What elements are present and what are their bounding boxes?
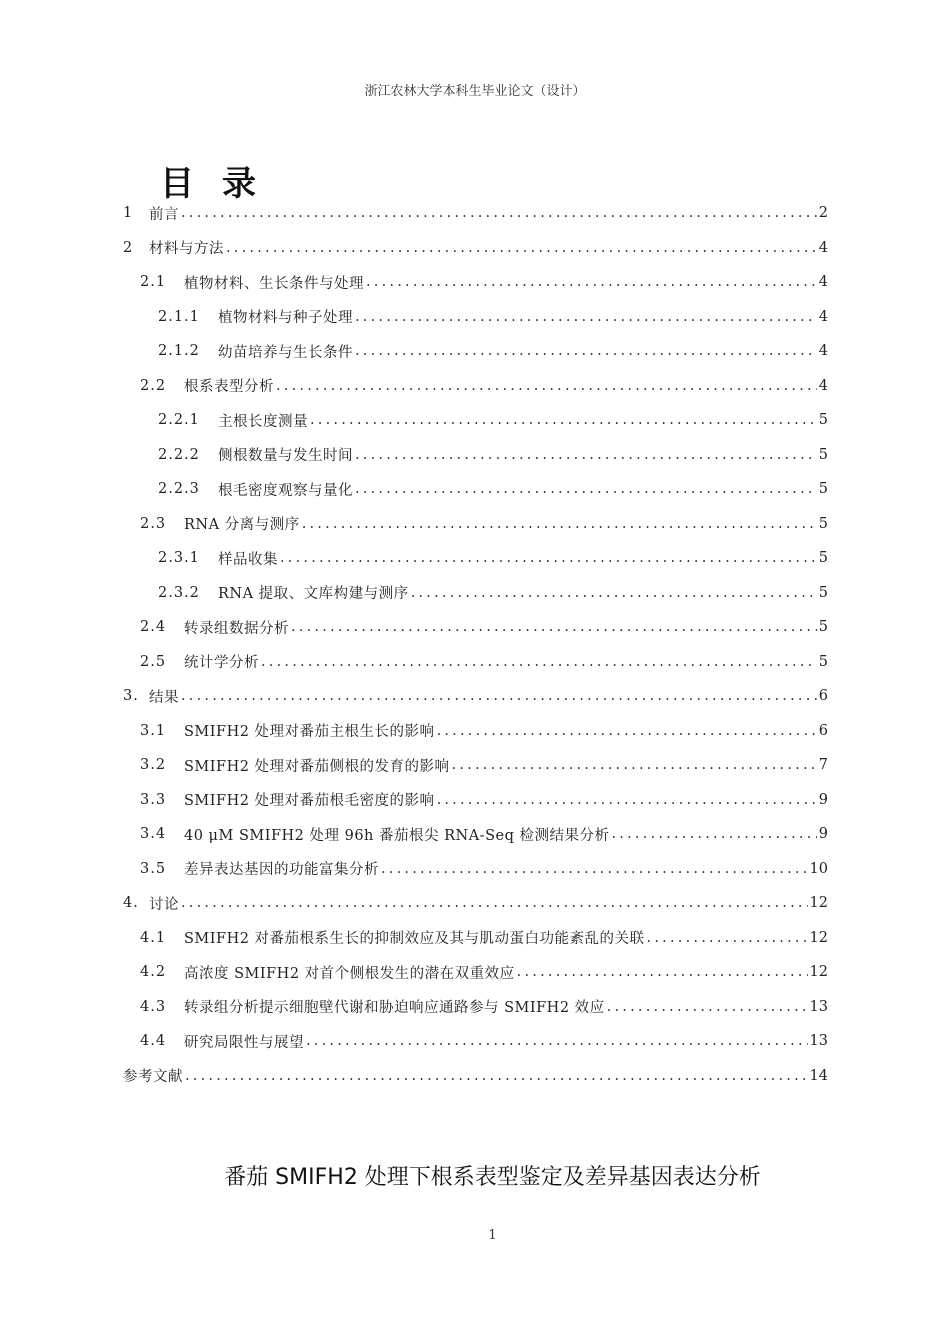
- toc-entry[interactable]: [123, 1024, 828, 1059]
- toc-entry-number: 2.2.3: [158, 481, 200, 498]
- toc-entry-page: 13: [809, 1033, 828, 1050]
- toc-entry[interactable]: [123, 472, 828, 507]
- toc-entry-label: 高浓度 SMIFH2 对首个侧根发生的潜在双重效应: [184, 965, 515, 982]
- table-of-contents: [123, 196, 828, 1093]
- toc-entry-number: 4.4: [140, 1033, 167, 1050]
- toc-entry[interactable]: [123, 955, 828, 990]
- toc-entry[interactable]: [123, 334, 828, 369]
- toc-leader-dots: [226, 240, 817, 256]
- toc-entry-label: 植物材料、生长条件与处理: [184, 275, 364, 292]
- toc-entry-label: SMIFH2 处理对番茄主根生长的影响: [184, 724, 435, 741]
- toc-entry-number: 4.2: [140, 964, 167, 981]
- toc-entry-label: 讨论: [149, 896, 179, 913]
- toc-entry[interactable]: [123, 438, 828, 473]
- toc-entry-label: 材料与方法: [149, 241, 224, 258]
- toc-leader-dots: [452, 757, 817, 773]
- paper-title: 番茄 SMIFH2 处理下根系表型鉴定及差异基因表达分析: [224, 1165, 761, 1190]
- toc-entry-label: 研究局限性与展望: [184, 1034, 304, 1051]
- toc-entry[interactable]: [123, 541, 828, 576]
- toc-entry[interactable]: [123, 679, 828, 714]
- toc-entry-page: 9: [818, 826, 828, 843]
- toc-entry[interactable]: [123, 990, 828, 1025]
- toc-entry-page: 12: [809, 929, 828, 946]
- toc-entry-page: 5: [818, 584, 828, 601]
- toc-entry[interactable]: [123, 748, 828, 783]
- toc-entry-page: 14: [809, 1067, 828, 1084]
- toc-entry[interactable]: [123, 886, 828, 921]
- toc-entry-page: 5: [818, 653, 828, 670]
- toc-leader-dots: [181, 205, 817, 221]
- toc-entry-label: SMIFH2 对番茄根系生长的抑制效应及其与肌动蛋白功能紊乱的关联: [184, 931, 645, 948]
- toc-entry-number: 4.3: [140, 998, 167, 1015]
- toc-entry-page: 5: [818, 412, 828, 429]
- toc-entry-page: 12: [809, 964, 828, 981]
- toc-entry-label: 统计学分析: [184, 655, 259, 672]
- toc-leader-dots: [355, 343, 817, 359]
- toc-entry-page: 12: [809, 895, 828, 912]
- toc-entry-number: 2.2.1: [158, 412, 200, 429]
- toc-entry-number: 4.1: [140, 929, 167, 946]
- toc-entry-number: 2.2: [140, 377, 167, 394]
- toc-entry-label: 侧根数量与发生时间: [218, 448, 353, 465]
- toc-entry[interactable]: [123, 817, 828, 852]
- toc-leader-dots: [306, 1033, 808, 1049]
- toc-entry-number: 2.2.2: [158, 446, 200, 463]
- toc-leader-dots: [437, 723, 817, 739]
- toc-entry-page: 4: [818, 239, 828, 256]
- toc-entry[interactable]: [123, 265, 828, 300]
- toc-entry-page: 4: [818, 377, 828, 394]
- toc-entry[interactable]: [123, 714, 828, 749]
- toc-title: 目录: [160, 164, 284, 204]
- toc-leader-dots: [276, 378, 817, 394]
- toc-entry-number: 2.1.2: [158, 343, 200, 360]
- toc-leader-dots: [411, 585, 817, 601]
- toc-entry-number: 3.3: [140, 791, 167, 808]
- toc-entry[interactable]: [123, 507, 828, 542]
- toc-entry-number: 3.4: [140, 826, 167, 843]
- toc-entry-page: 6: [818, 688, 828, 705]
- toc-leader-dots: [185, 1068, 808, 1084]
- toc-leader-dots: [355, 309, 817, 325]
- toc-entry-label: 40 μM SMIFH2 处理 96h 番茄根尖 RNA-Seq 检测结果分析: [184, 827, 610, 844]
- toc-entry-label: 主根长度测量: [218, 413, 308, 430]
- toc-leader-dots: [261, 654, 817, 670]
- toc-entry-label: 转录组分析提示细胞壁代谢和胁迫响应通路参与 SMIFH2 效应: [184, 1000, 605, 1017]
- toc-entry-number: 3.5: [140, 860, 167, 877]
- toc-entry-label: 幼苗培养与生长条件: [218, 344, 353, 361]
- page-header: 浙江农林大学本科生毕业论文（设计）: [364, 84, 586, 99]
- toc-entry-number: 3.1: [140, 722, 167, 739]
- toc-entry-page: 4: [818, 274, 828, 291]
- toc-entry-page: 13: [809, 998, 828, 1015]
- toc-entry[interactable]: [123, 852, 828, 887]
- toc-entry-page: 7: [818, 757, 828, 774]
- toc-entry[interactable]: [123, 576, 828, 611]
- toc-entry-page: 4: [818, 308, 828, 325]
- toc-entry-number: 3.2: [140, 757, 167, 774]
- toc-entry-page: 10: [809, 860, 828, 877]
- toc-entry-label: 根毛密度观察与量化: [218, 482, 353, 499]
- toc-leader-dots: [291, 619, 817, 635]
- toc-leader-dots: [181, 895, 808, 911]
- toc-entry-label: 根系表型分析: [184, 379, 274, 396]
- toc-entry[interactable]: [123, 196, 828, 231]
- toc-entry[interactable]: [123, 369, 828, 404]
- toc-entry-page: 4: [818, 343, 828, 360]
- toc-leader-dots: [607, 999, 808, 1015]
- toc-entry[interactable]: [123, 300, 828, 335]
- toc-entry-page: 5: [818, 619, 828, 636]
- toc-entry-page: 5: [818, 481, 828, 498]
- toc-entry-label: 植物材料与种子处理: [218, 310, 353, 327]
- toc-entry-number: 3.: [123, 688, 139, 705]
- toc-entry-label: 样品收集: [218, 551, 278, 568]
- toc-leader-dots: [280, 550, 817, 566]
- toc-entry-number: 4.: [123, 895, 139, 912]
- toc-entry-number: 2.1.1: [158, 308, 200, 325]
- toc-entry-number: 2.4: [140, 619, 167, 636]
- toc-entry-label: 结果: [149, 689, 179, 706]
- toc-leader-dots: [366, 274, 817, 290]
- toc-entry-label: RNA 提取、文库构建与测序: [218, 586, 409, 603]
- toc-entry-page: 5: [818, 515, 828, 532]
- toc-entry[interactable]: [123, 610, 828, 645]
- toc-entry-label: SMIFH2 处理对番茄侧根的发育的影响: [184, 758, 450, 775]
- toc-entry[interactable]: [123, 231, 828, 266]
- toc-leader-dots: [381, 861, 808, 877]
- toc-leader-dots: [355, 447, 817, 463]
- toc-entry[interactable]: [123, 1059, 828, 1094]
- toc-entry-label: RNA 分离与测序: [184, 517, 300, 534]
- toc-leader-dots: [355, 481, 817, 497]
- toc-entry[interactable]: [123, 645, 828, 680]
- toc-entry-number: 2: [123, 239, 134, 256]
- toc-entry-page: 9: [818, 791, 828, 808]
- toc-entry-number: 2.3.2: [158, 584, 200, 601]
- toc-entry[interactable]: [123, 403, 828, 438]
- toc-entry-label: 参考文献: [123, 1069, 183, 1086]
- toc-leader-dots: [517, 964, 808, 980]
- toc-leader-dots: [437, 792, 817, 808]
- toc-entry-number: 2.5: [140, 653, 167, 670]
- page-number: 1: [488, 1228, 497, 1243]
- toc-entry-page: 5: [818, 550, 828, 567]
- toc-entry-page: 5: [818, 446, 828, 463]
- toc-entry[interactable]: [123, 783, 828, 818]
- toc-leader-dots: [647, 930, 808, 946]
- toc-entry-number: 2.3: [140, 515, 167, 532]
- toc-leader-dots: [612, 826, 817, 842]
- toc-entry-label: 前言: [149, 206, 179, 223]
- toc-leader-dots: [181, 688, 817, 704]
- toc-leader-dots: [302, 516, 817, 532]
- toc-entry-number: 2.3.1: [158, 550, 200, 567]
- toc-entry[interactable]: [123, 921, 828, 956]
- toc-entry-label: 转录组数据分析: [184, 620, 289, 637]
- toc-entry-label: SMIFH2 处理对番茄根毛密度的影响: [184, 793, 435, 810]
- toc-entry-number: 2.1: [140, 274, 167, 291]
- toc-entry-page: 2: [818, 205, 828, 222]
- toc-entry-number: 1: [123, 205, 134, 222]
- toc-entry-page: 6: [818, 722, 828, 739]
- toc-leader-dots: [310, 412, 817, 428]
- toc-entry-label: 差异表达基因的功能富集分析: [184, 862, 379, 879]
